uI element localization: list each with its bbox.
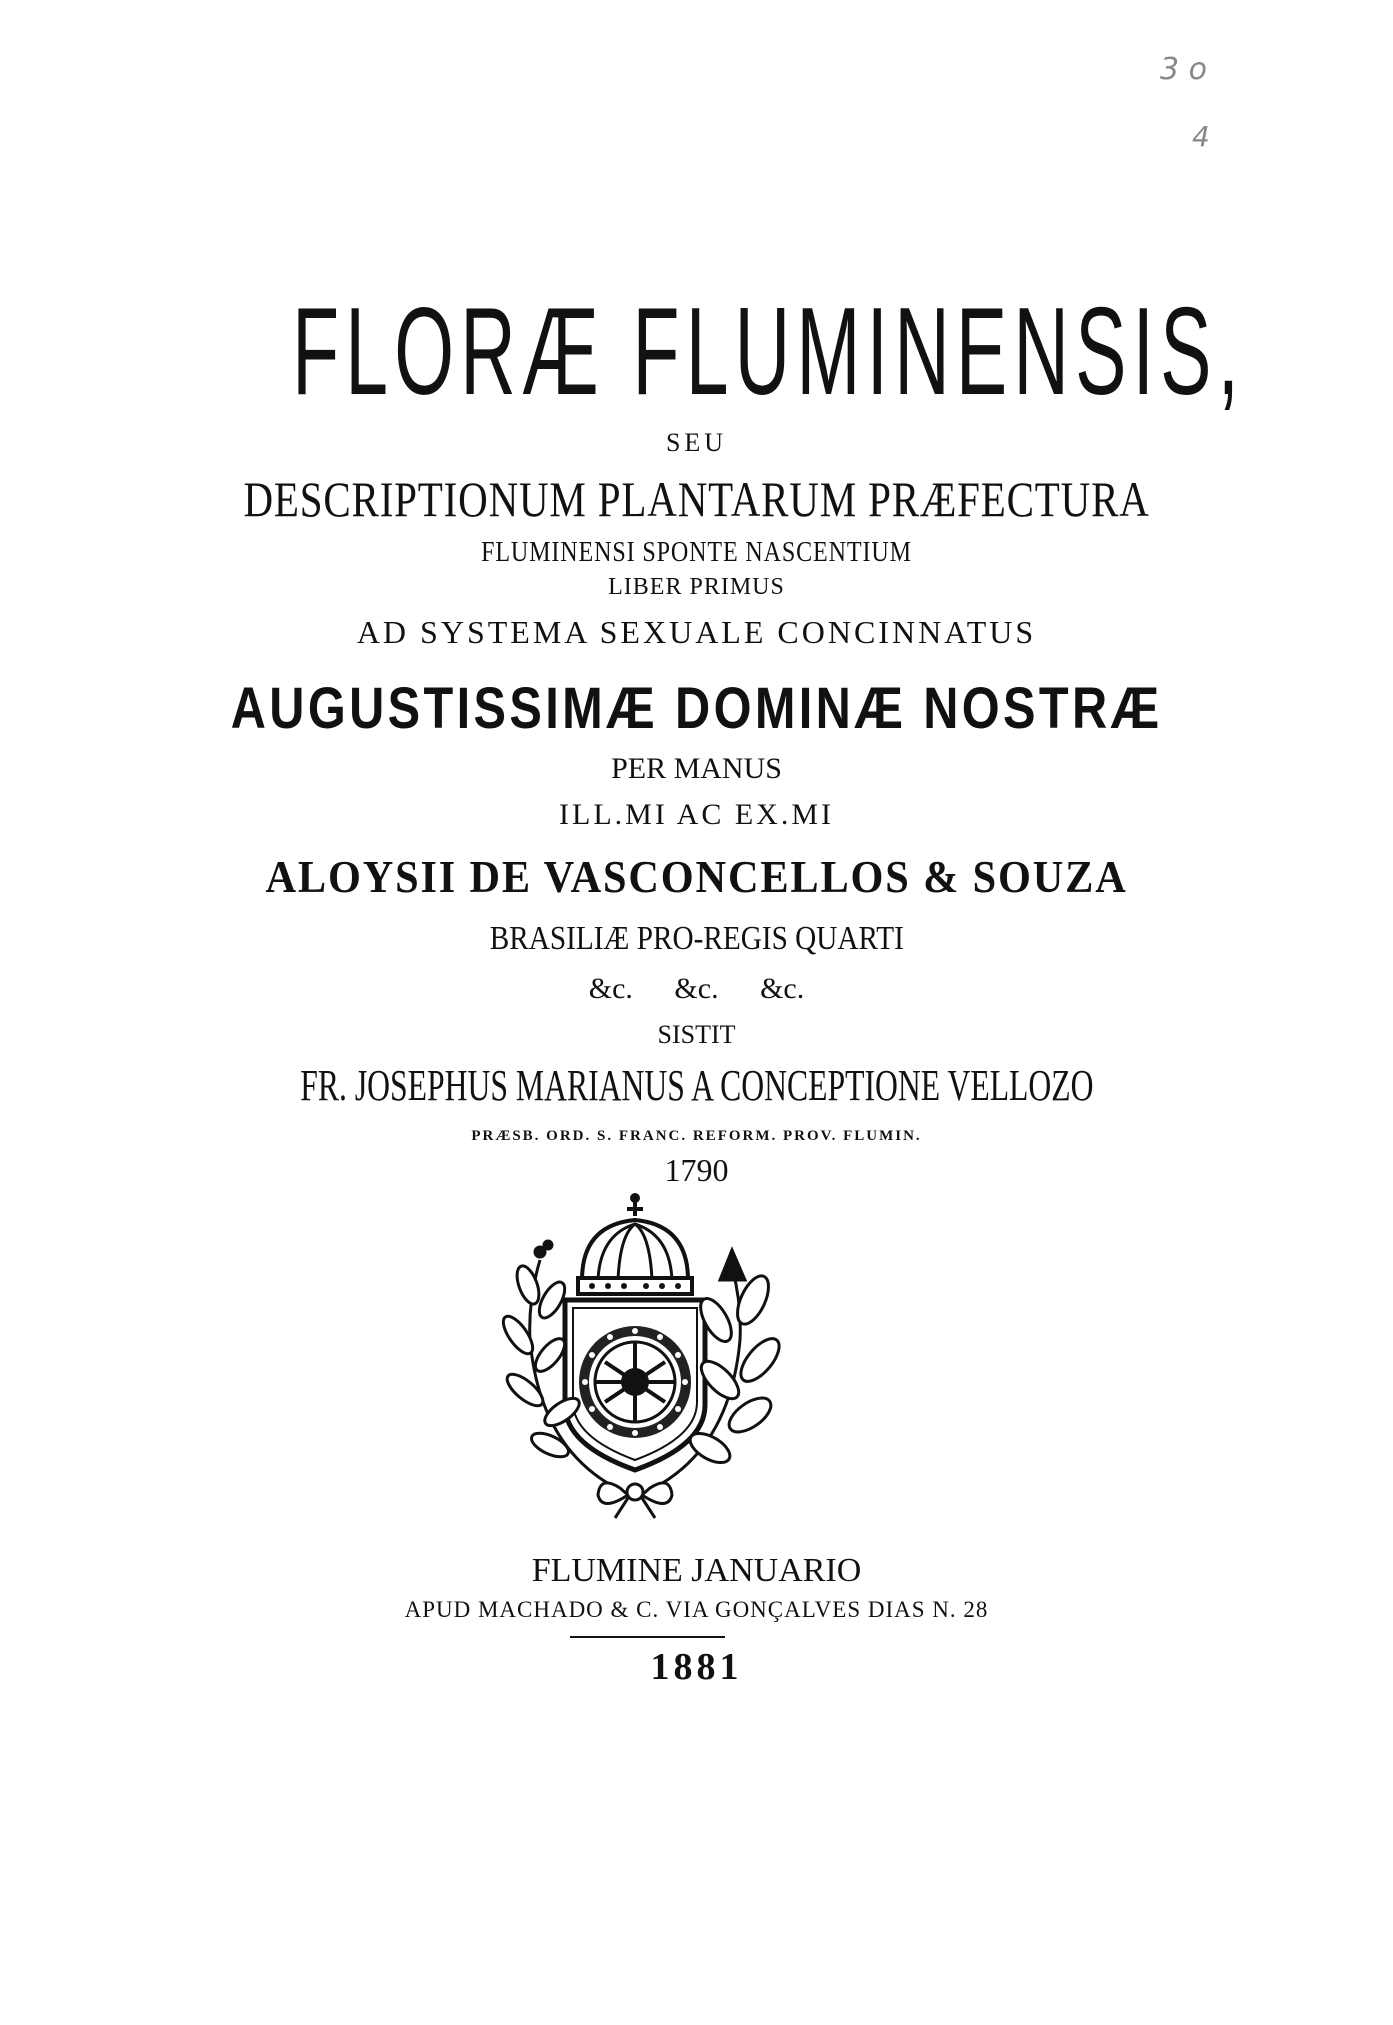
aloysii-line: ALOYSII DE VASCONCELLOS & SOUZA (265, 851, 1128, 902)
brasiliae-line: BRASILIÆ PRO-REGIS QUARTI (489, 920, 904, 957)
title-block (0, 283, 1393, 421)
fluminensi-line: FLUMINENSI SPONTE NASCENTIUM (481, 537, 912, 568)
order-line: PRÆSB. ORD. S. FRANC. REFORM. PROV. FLUMIN. (471, 1128, 922, 1144)
imprint-divider (570, 1636, 725, 1638)
imprint-city: FLUMINE JANUARIO (531, 1552, 862, 1589)
shield-icon (565, 1300, 705, 1470)
page-title: FLORÆ FLUMINENSIS, (292, 283, 1246, 421)
dedication-line: AUGUSTISSIMÆ DOMINÆ NOSTRÆ (230, 676, 1163, 741)
aloysii-block (0, 850, 1393, 903)
original-year: 1790 (664, 1152, 729, 1188)
crown-icon (578, 1193, 692, 1294)
description-line: DESCRIPTIONUM PLANTARUM PRÆFECTURA (243, 471, 1150, 527)
fluminensi-block (0, 537, 1393, 569)
imprint-year: 1881 (650, 1646, 743, 1688)
author-block (0, 1060, 1393, 1111)
sistit: SISTIT (657, 1020, 736, 1049)
etc-line: &c. &c. &c. (588, 972, 805, 1005)
ill-line: ILL.MI AC EX.MI (559, 798, 834, 831)
brazil-imperial-coat-of-arms-icon (470, 1190, 800, 1520)
systema-line: AD SYSTEMA SEXUALE CONCINNATUS (356, 614, 1037, 650)
liber-line: LIBER PRIMUS (608, 574, 785, 600)
brasiliae-block (0, 920, 1393, 958)
author-line: FR. JOSEPHUS MARIANUS A CONCEPTIONE VELLOZO (299, 1061, 1094, 1110)
subtitle-seu: SEU (665, 428, 728, 457)
imprint-publisher: APUD MACHADO & C. VIA GONÇALVES DIAS N. 28 (404, 1597, 989, 1622)
marginalia-top: 3 o (1160, 52, 1207, 87)
dedication-block (0, 675, 1393, 742)
description-block (0, 470, 1393, 528)
marginalia-bottom: 4 (1192, 120, 1210, 153)
per-manus: PER MANUS (611, 752, 782, 785)
ribbon-icon (598, 1483, 672, 1518)
